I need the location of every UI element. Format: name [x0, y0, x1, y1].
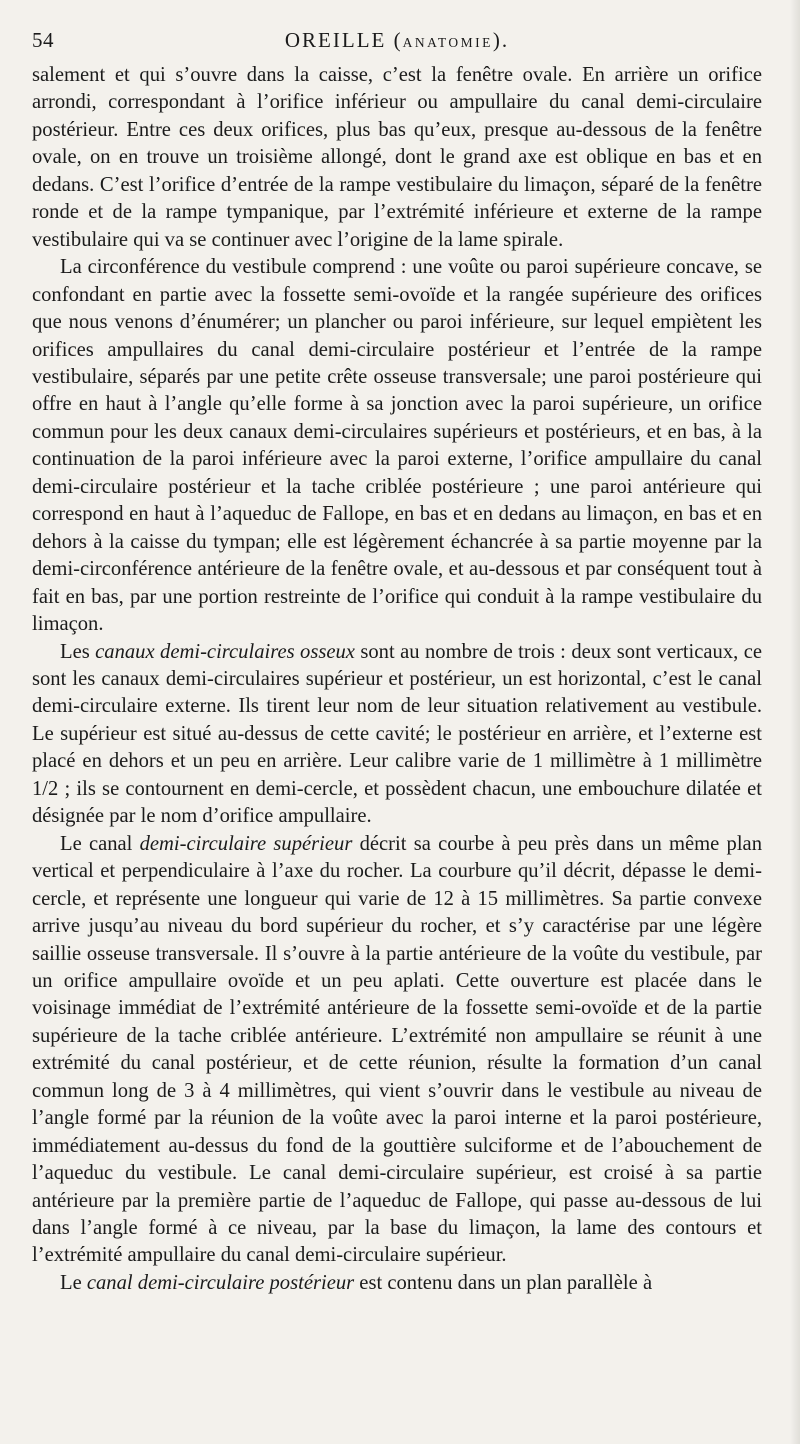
running-head-subtitle: ANATOMIE: [402, 35, 493, 50]
text-run: La circonférence du vestibule comprend : une voûte ou paroi supérieure concave, se confondant en partie avec la fossette semi-ovoïde et la rangée supérieure des orifices que nous venons d’énumérer; un plancher ou paroi inférieure, sur lequel empiètent les orifices ampullaires du canal demi-circulaire postérieur et l’entrée de la rampe vestibulaire, séparés par une petite crête osseuse transversale; une paroi postérieure qui offre en haut à l’angle qu’elle forme à sa jonction avec la paroi supérieure, un orifice commun pour les deux canaux demi-circulaires supérieurs et postérieurs, et en bas, à la continuation de la paroi inférieure avec la paroi externe, l’orifice ampullaire du canal demi-circulaire postérieur et la tache criblée postérieure ; une paroi antérieure qui correspond en haut à l’aqueduc de Fallope, en bas et en dedans au limaçon, en bas et en dehors à la caisse du tympan; elle est légèrement échancrée à sa partie moyenne par la demi-circonférence antérieure de la fenêtre ovale, et au-dessous et par conséquent tout à fait en bas, par une portion restreinte de l’orifice qui conduit à la rampe vestibulaire du limaçon.: [32, 256, 762, 636]
text-run: Le: [60, 1271, 87, 1294]
text-run: sont au nombre de trois : deux sont verticaux, ce sont les canaux demi-circulaires supérieur et postérieur, un est horizontal, c’est le canal demi-circulaire externe. Ils tirent leur nom de leur situation relativement au vestibule. Le supérieur est situé au-dessus de cette cavité; le postérieur en arrière, et l’externe est placé en dehors et un peu en arrière. Leur calibre varie de 1 millimètre à 1 millimètre 1/2 ; ils se contournent en demi-cercle, et possèdent chacun, une embouchure dilatée et désignée par le nom d’orifice ampullaire.: [32, 640, 762, 828]
paragraph-semicircular-canals: [32, 639, 762, 831]
running-head-title: OREILLE: [284, 28, 387, 52]
text-run: Le canal: [60, 832, 140, 855]
text-run: salement et qui s’ouvre dans la caisse, c’est la fenêtre ovale. En arrière un orifice arrondi, correspondant à l’orifice inférieur ou ampullaire du canal demi-circulaire postérieur. Entre ces deux orifices, plus bas qu’eux, presque au-dessous de la fenêtre ovale, on en trouve un troisième allongé, dont le grand axe est oblique en bas et en dedans. C’est l’orifice d’entrée de la rampe vestibulaire du limaçon, séparé de la fenêtre ronde et de la rampe tympanique, par l’extrémité inférieure et externe de la rampe vestibulaire qui va se continuer avec l’origine de la lame spirale.: [32, 64, 762, 251]
body-text: [32, 62, 762, 1297]
text-run: Les: [60, 640, 96, 663]
page-edge-shadow: [790, 0, 800, 1444]
paragraph-superior-canal: [32, 831, 762, 1270]
text-run: décrit sa courbe à peu près dans un même plan vertical et perpendiculaire à l’axe du rocher. La courbure qu’il décrit, dépasse le demi-cercle, et représente une longueur qui varie de 12 à 15 millimètres. Sa partie convexe arrive jusqu’au niveau du bord supérieur du rocher, et s’y caractérise par une légère saillie osseuse transversale. Il s’ouvre à la partie antérieure de la voûte du vestibule, par un orifice ampullaire ovoïde et un peu aplati. Cette ouverture est placée dans le voisinage immédiat de l’extrémité antérieure de la fossette semi-ovoïde et de la partie supérieure de la tache criblée antérieure. L’extrémité non ampullaire se réunit à une extrémité du canal postérieur, et de cette réunion, résulte la formation d’un canal commun long de 3 à 4 millimètres, qui vient s’ouvrir dans le vestibule au niveau de l’angle formé par la réunion de la voûte avec la paroi interne et la paroi postérieure, immédiatement au-dessus du fond de la gouttière sulciforme et de l’abouchement de l’aqueduc du vestibule. Le canal demi-circulaire supérieur, est croisé à sa partie antérieure par la première partie de l’aqueduc de Fallope, qui passe au-dessous de lui dans l’angle formé à ce niveau, par la base du limaçon, la lame des contours et l’extrémité ampullaire du canal demi-circulaire supérieur.: [32, 832, 762, 1267]
italic-term: canal demi-circulaire postérieur: [86, 1271, 355, 1294]
page-number: 54: [32, 28, 54, 52]
italic-term: canaux demi-circulaires osseux: [95, 640, 355, 663]
paragraph-vestibule-circumference: [32, 254, 762, 638]
italic-term: demi-circulaire supérieur: [139, 832, 353, 855]
paragraph-continuation: [32, 62, 762, 254]
page-header: [32, 26, 762, 62]
paragraph-posterior-canal: [32, 1270, 762, 1297]
running-head-open-paren: (: [393, 28, 403, 52]
running-head: [32, 28, 762, 53]
running-head-close-paren: ).: [492, 28, 510, 52]
text-run: est contenu dans un plan parallèle à: [354, 1271, 653, 1294]
